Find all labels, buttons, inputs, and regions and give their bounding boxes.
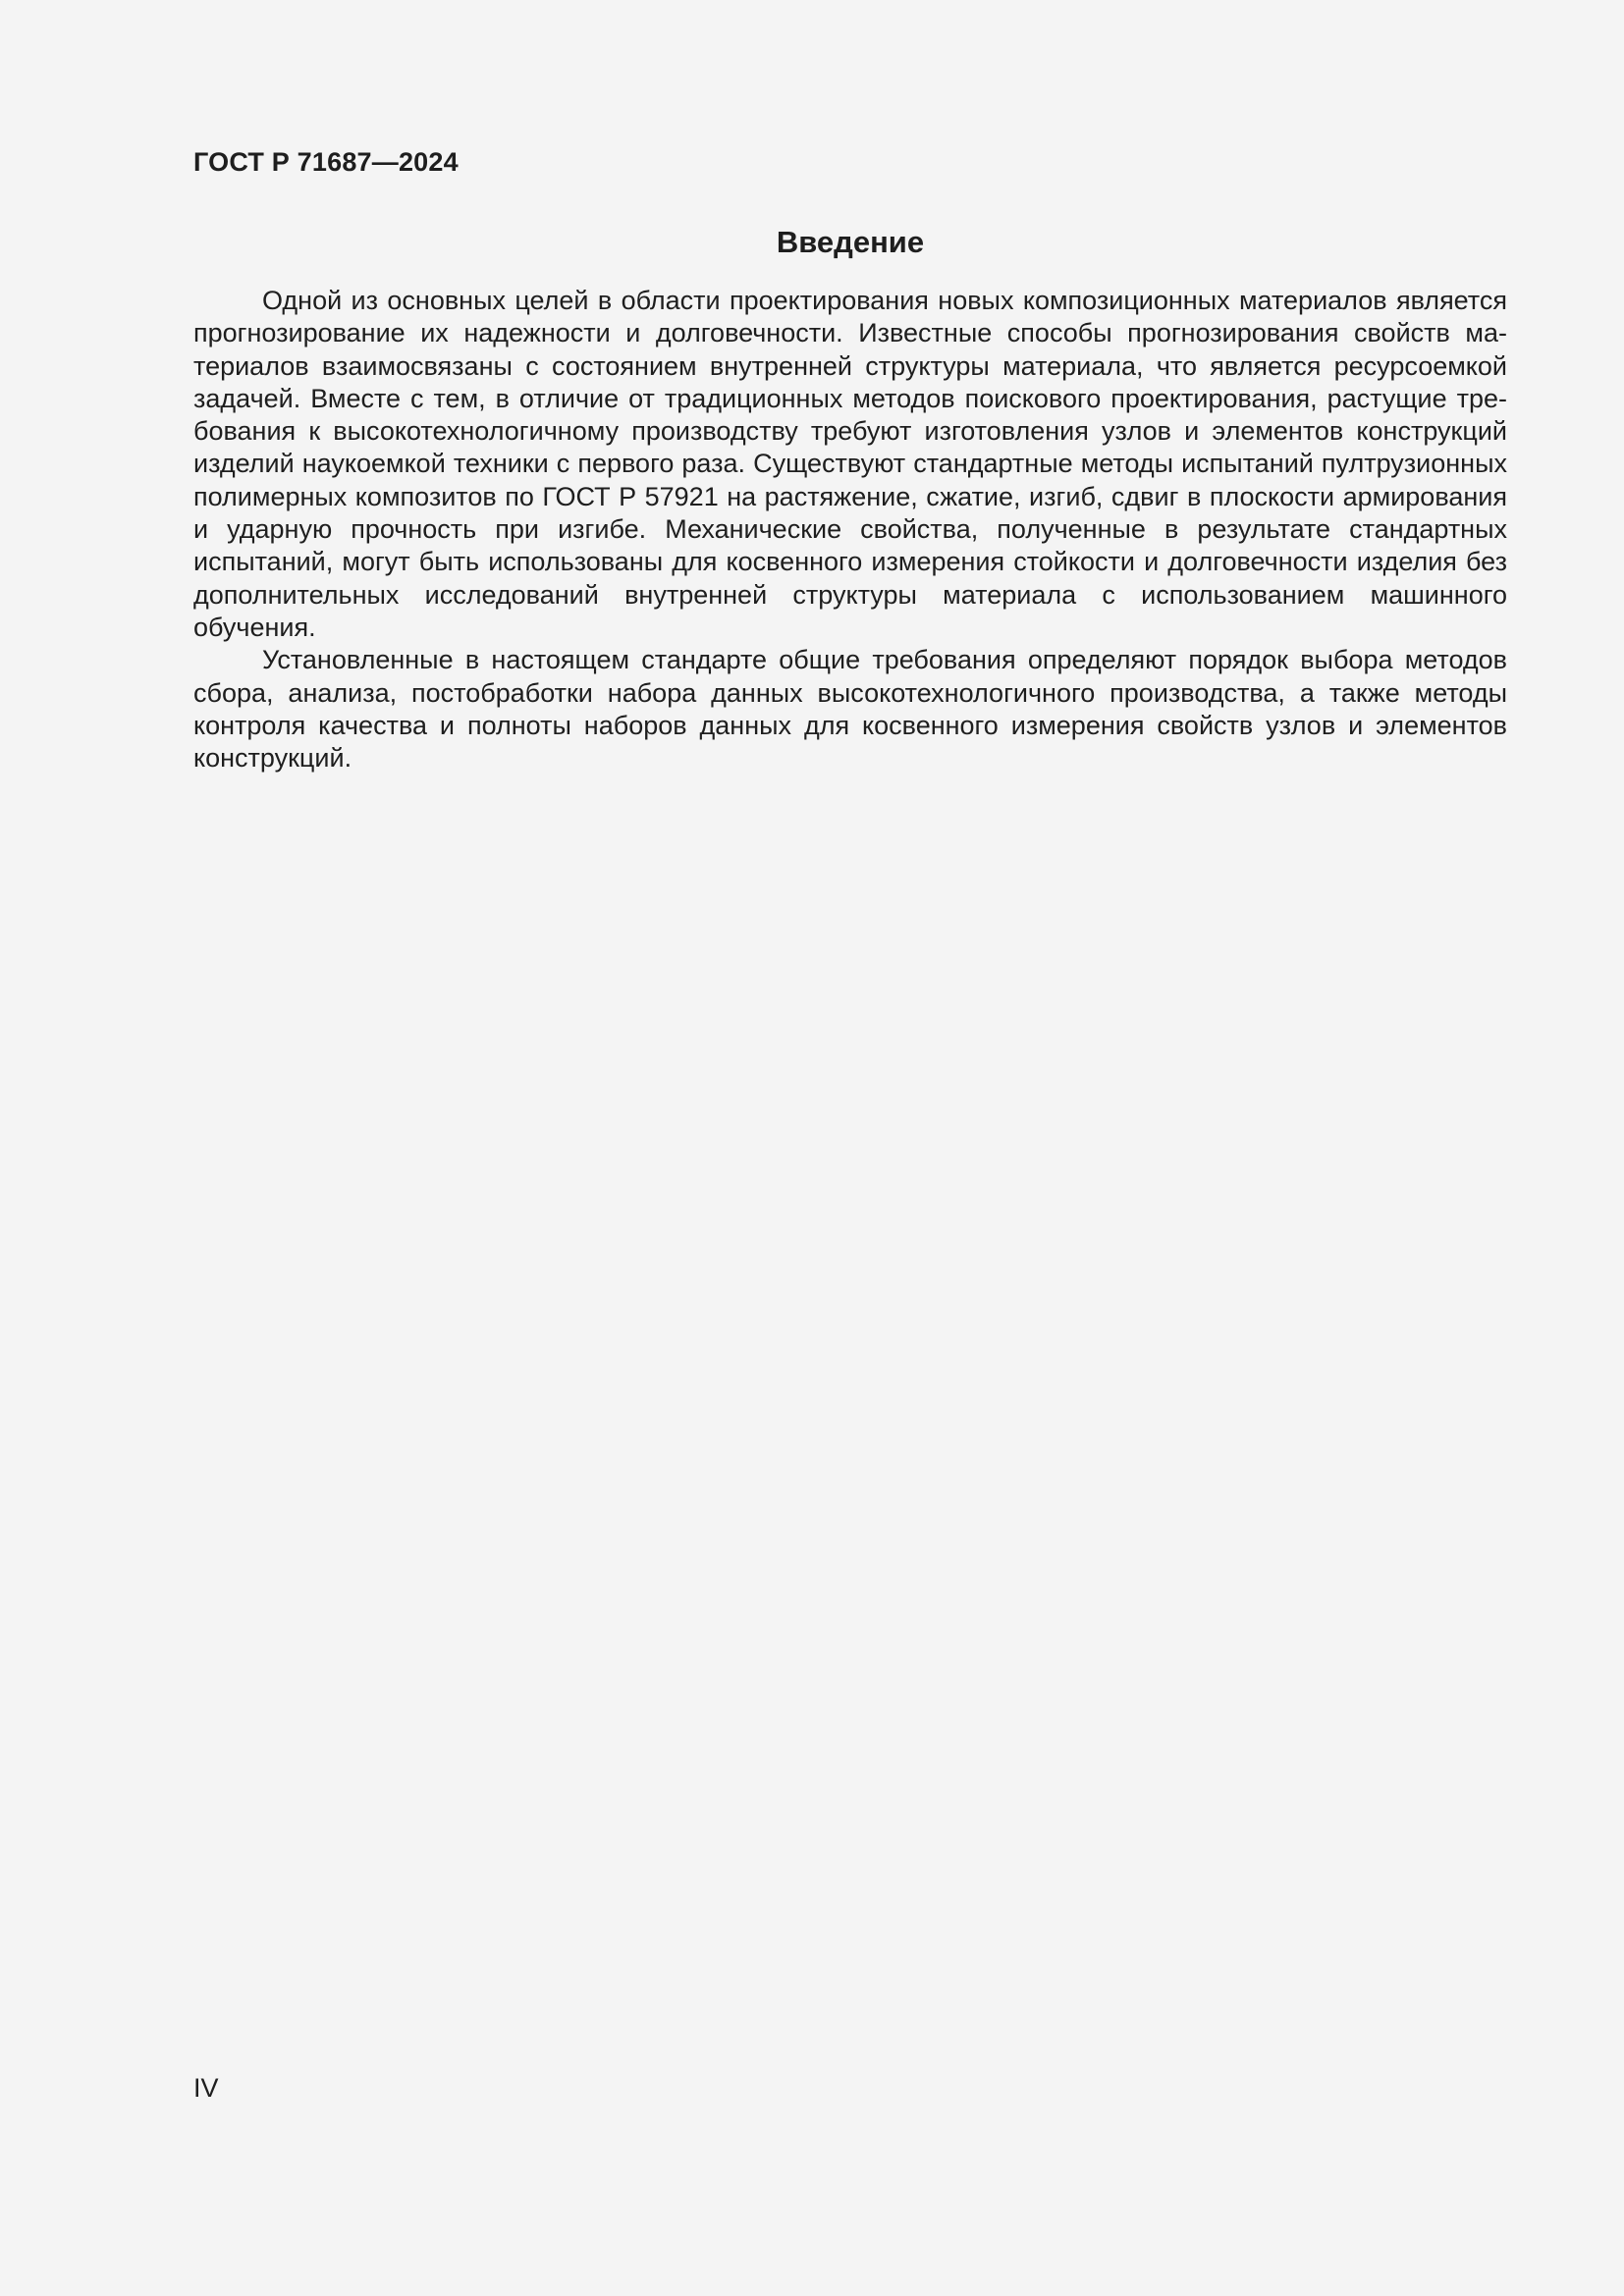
document-header: ГОСТ Р 71687—2024	[193, 147, 459, 177]
paragraph: Одной из основных целей в области проектирования новых композиционных материалов является прогнозирование их надежности и долговечности. Известные способы прогнозирования свойств материалов взаимосвязаны с состоянием внутренней структуры материала, что является ресурсоемкой задачей. Вместе с тем, в отличие от традиционных методов поискового проектирования, растущие требования к высокотехнологичному производству требуют изготовления узлов и элементов конструкций изделий наукоемкой техники с первого раза. Существуют стандартные методы испытаний пултрузионных полимерных композитов по ГОСТ Р 57921 на растяжение, сжатие, изгиб, сдвиг в плоскости армирования и ударную прочность при изгибе. Механические свойства, полученные в результате стандартных испытаний, могут быть использованы для косвенного измерения стойкости и долговечности изделия без дополнительных исследований внутренней структуры материала с использованием машинного обучения.	[193, 286, 1507, 642]
page-number: IV	[193, 2073, 219, 2103]
body-text	[193, 285, 1507, 774]
section-title: Введение	[776, 225, 925, 259]
paragraph: Установленные в настоящем стандарте общие требования определяют порядок выбора методов сбора, анализа, постобработки набора данных высокотехнологичного производства, а также методы контроля качества и полноты наборов данных для косвенного измерения свойств узлов и элементов конструкций.	[193, 645, 1507, 774]
